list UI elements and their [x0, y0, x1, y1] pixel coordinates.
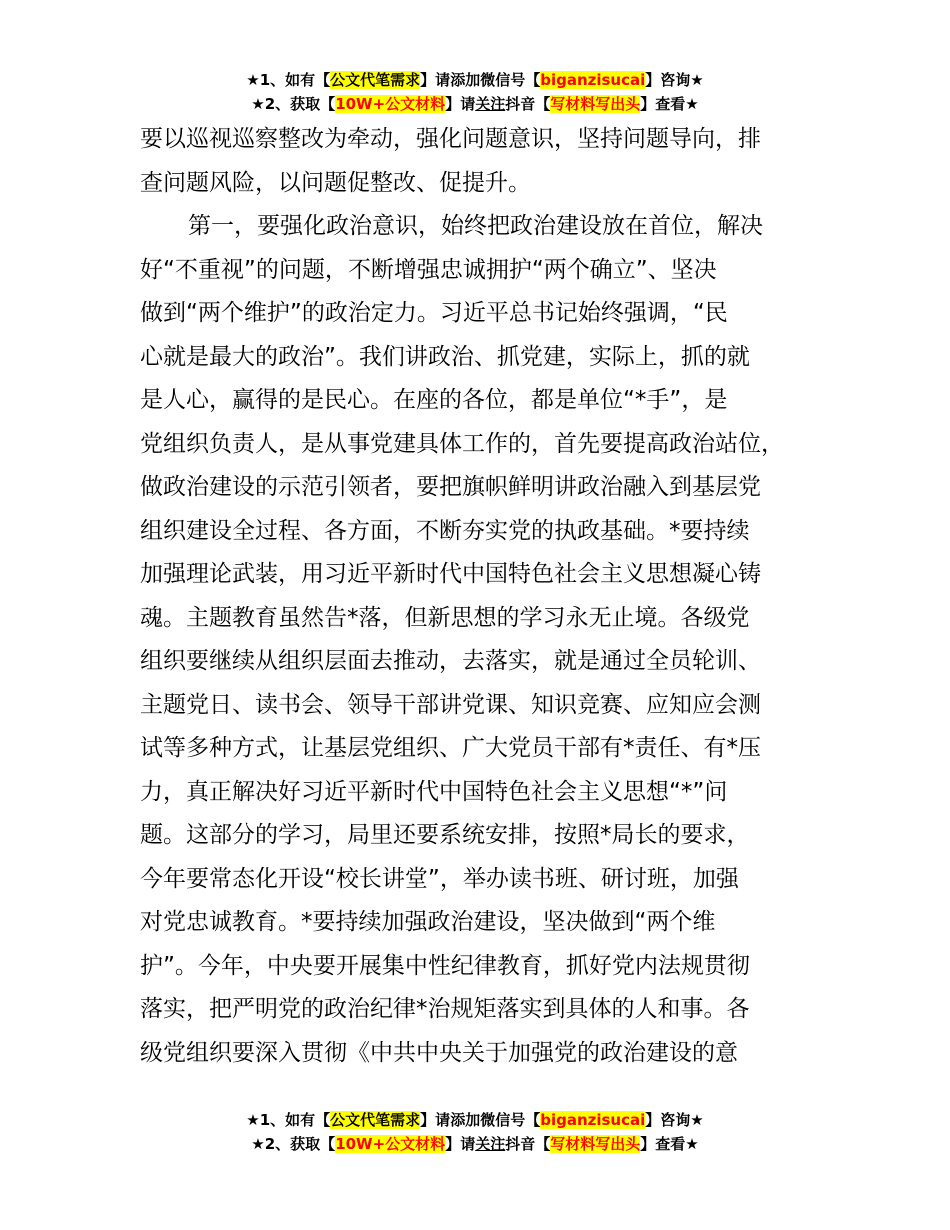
promo-suffix: 】咨询★: [645, 1111, 704, 1129]
promo-emphasis: 添加: [450, 71, 481, 89]
promo-prefix: ★1、如有【: [246, 1111, 331, 1129]
promo-text: 抖音【: [505, 95, 551, 113]
promo-text: 】请: [445, 95, 476, 113]
text-line: 加强理论武装，用习近平新时代中国特色社会主义思想凝心铸: [140, 561, 761, 587]
text-line: 组织建设全过程、各方面，不断夯实党的执政基础。*要持续: [140, 517, 750, 544]
text-line: 题。这部分的学习，局里还要系统安排，按照*局长的要求，: [140, 822, 750, 848]
text-line: 做到“两个维护”的政治定力。习近平总书记始终强调，“民: [140, 300, 728, 326]
promo-suffix: 】查看★: [640, 1135, 699, 1153]
text-line: 级党组织要深入贯彻《中共中央关于加强党的政治建设的意: [140, 1039, 738, 1066]
paragraph-2: [140, 205, 840, 1075]
promo-text: 】请: [445, 1135, 476, 1153]
promo-emphasis: 关注: [475, 95, 506, 113]
text-line: 对党忠诚教育。*要持续加强政治建设，坚决做到“两个维: [140, 909, 716, 935]
text-line: 试等多种方式，让基层党组织、广大党员干部有*责任、有*压: [140, 735, 761, 761]
promo-douyin-account: 写材料写出头: [550, 95, 641, 113]
promo-highlight: 10W+公文材料: [335, 95, 446, 113]
text-line: 护”。今年，中央要开展集中性纪律教育，抓好党内法规贯彻: [140, 952, 750, 979]
text-line: 好“不重视”的问题，不断增强忠诚拥护“两个确立”、坚决: [140, 256, 717, 283]
paragraph-1: [140, 118, 840, 205]
text-line: 第一，要强化政治意识，始终把政治建设放在首位，解决: [188, 213, 763, 239]
promo-highlight: 公文代笔需求: [330, 71, 421, 89]
promo-wechat-id: biganzisucai: [540, 71, 646, 89]
text-line: 党组织负责人，是从事党建具体工作的，首先要提高政治站位，: [140, 430, 784, 457]
promo-prefix: ★2、获取【: [251, 95, 336, 113]
promo-suffix: 】咨询★: [645, 71, 704, 89]
promo-line-1: [0, 1108, 950, 1132]
text-line: 力，真正解决好习近平新时代中国特色社会主义思想“*”问: [140, 778, 728, 805]
promo-text: 微信号【: [480, 71, 541, 89]
promo-douyin-account: 写材料写出头: [550, 1135, 641, 1153]
text-line: 要以巡视巡察整改为牵动，强化问题意识，坚持问题导向，排: [140, 126, 761, 152]
text-line: 心就是最大的政治”。我们讲政治、抓党建，实际上，抓的就: [140, 343, 750, 370]
promo-highlight: 公文代笔需求: [330, 1111, 421, 1129]
promo-suffix: 】查看★: [640, 95, 699, 113]
promo-text: 】请: [420, 71, 451, 89]
text-line: 魂。主题教育虽然告*落，但新思想的学习永无止境。各级党: [140, 604, 750, 631]
document-body: [140, 118, 840, 1075]
promo-line-1: [0, 68, 950, 92]
promo-line-2: [0, 92, 950, 116]
text-line: 做政治建设的示范引领者，要把旗帜鲜明讲政治融入到基层党: [140, 474, 761, 500]
promo-line-2: [0, 1132, 950, 1156]
promo-highlight: 10W+公文材料: [335, 1135, 446, 1153]
promo-prefix: ★2、获取【: [251, 1135, 336, 1153]
promo-wechat-id: biganzisucai: [540, 1111, 646, 1129]
top-promo-banner: [0, 68, 950, 116]
text-line: 是人心，赢得的是民心。在座的各位，都是单位“*手”，是: [140, 387, 728, 413]
text-line: 落实，把严明党的政治纪律*治规矩落实到具体的人和事。各: [140, 996, 750, 1022]
text-line: 组织要继续从组织层面去推动，去落实，就是通过全员轮训、: [140, 648, 761, 674]
text-line: 今年要常态化开设“校长讲堂”，举办读书班、研讨班，加强: [140, 865, 739, 892]
bottom-promo-banner: [0, 1108, 950, 1156]
text-line: 查问题风险，以问题促整改、促提升。: [140, 169, 531, 196]
promo-text: 】请: [420, 1111, 451, 1129]
promo-prefix: ★1、如有【: [246, 71, 331, 89]
promo-emphasis: 关注: [475, 1135, 506, 1153]
promo-emphasis: 添加: [450, 1111, 481, 1129]
promo-text: 微信号【: [480, 1111, 541, 1129]
promo-text: 抖音【: [505, 1135, 551, 1153]
text-line: 主题党日、读书会、领导干部讲党课、知识竞赛、应知应会测: [140, 691, 761, 718]
